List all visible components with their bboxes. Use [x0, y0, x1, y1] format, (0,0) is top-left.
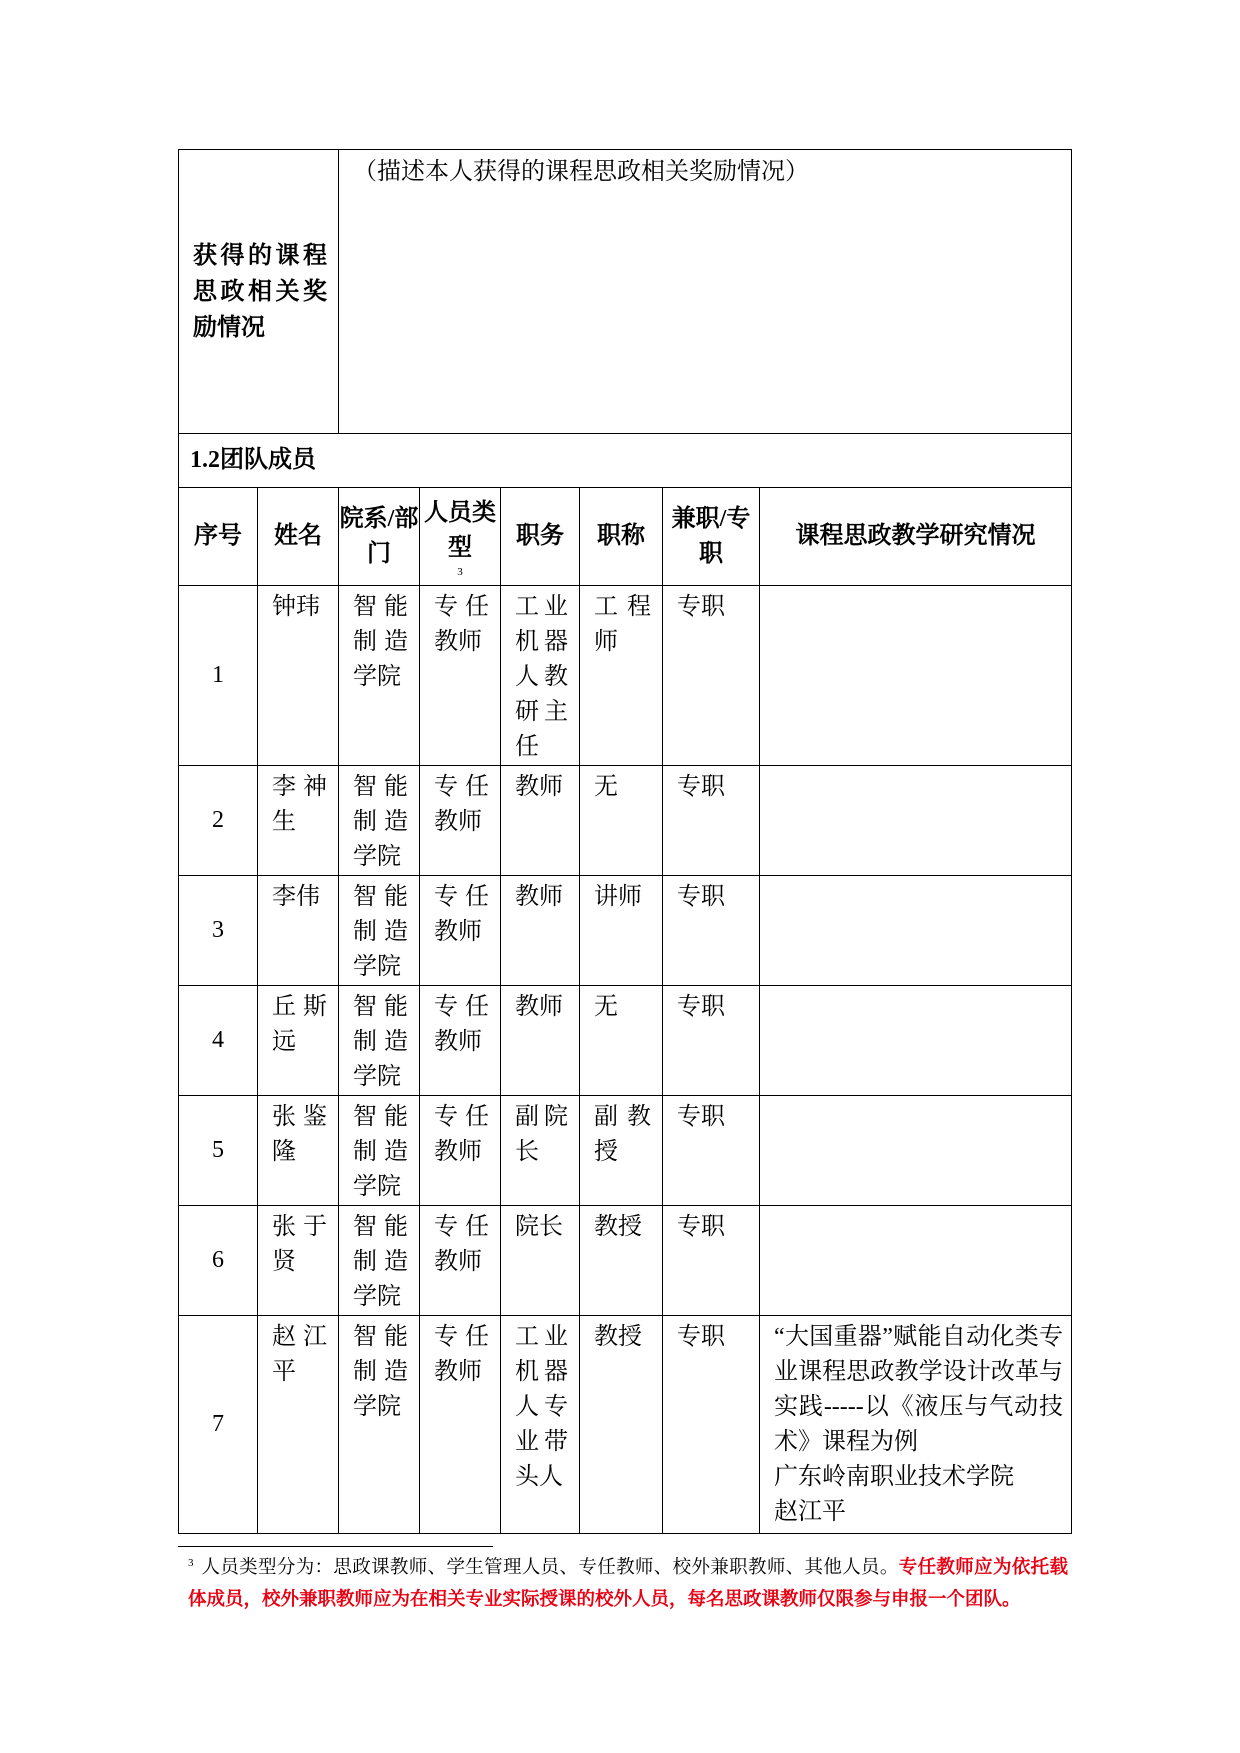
- member-department: 智能制造学院: [339, 766, 420, 876]
- header-department: 院系/部门: [339, 488, 420, 586]
- member-index: 4: [179, 986, 258, 1096]
- member-staff-type: 专任教师: [420, 1316, 501, 1534]
- member-position: 工业机器人专业带头人: [501, 1316, 580, 1534]
- footnote-marker: 3: [188, 1557, 194, 1569]
- member-position: 教师: [501, 986, 580, 1096]
- member-staff-type: 专任教师: [420, 586, 501, 766]
- member-department: 智能制造学院: [339, 586, 420, 766]
- award-row: [179, 150, 1072, 434]
- research-author: 赵江平: [774, 1499, 846, 1525]
- footnote: [188, 1553, 1068, 1616]
- member-index: 5: [179, 1096, 258, 1206]
- member-title: 教授: [580, 1316, 663, 1534]
- member-research: [760, 986, 1072, 1096]
- section-title: 1.2团队成员: [179, 434, 1072, 488]
- member-employment: 专职: [663, 1096, 760, 1206]
- member-title: 教授: [580, 1206, 663, 1316]
- member-index: 7: [179, 1316, 258, 1534]
- table-row: [179, 1316, 1072, 1534]
- member-name: 李神生: [258, 766, 339, 876]
- member-staff-type: 专任教师: [420, 1096, 501, 1206]
- member-title: 无: [580, 766, 663, 876]
- research-institution: 广东岭南职业技术学院: [774, 1464, 1014, 1490]
- footnote-emphasis: 专任教师应为依托载体成员，校外兼职教师应为在相关专业实际授课的校外人员，每名思政课教师仅限参与申报一个团队。: [188, 1558, 1068, 1611]
- member-employment: 专职: [663, 986, 760, 1096]
- member-employment: 专职: [663, 766, 760, 876]
- member-title: 讲师: [580, 876, 663, 986]
- table-row: [179, 1096, 1072, 1206]
- member-name: 李伟: [258, 876, 339, 986]
- member-research: [760, 586, 1072, 766]
- member-position: 教师: [501, 876, 580, 986]
- member-name: 赵江平: [258, 1316, 339, 1534]
- member-department: 智能制造学院: [339, 986, 420, 1096]
- footnote-reference: 3: [457, 565, 463, 578]
- header-staff-type: [420, 488, 501, 586]
- member-department: 智能制造学院: [339, 1096, 420, 1206]
- member-department: 智能制造学院: [339, 1206, 420, 1316]
- header-name: 姓名: [258, 488, 339, 586]
- form-table-body: [179, 150, 1072, 1534]
- member-employment: 专职: [663, 1206, 760, 1316]
- award-description-placeholder: （描述本人获得的课程思政相关奖励情况）: [353, 159, 809, 185]
- header-employment: 兼职/专职: [663, 488, 760, 586]
- member-index: 2: [179, 766, 258, 876]
- member-research: [760, 766, 1072, 876]
- footnote-text: 人员类型分为：思政课教师、学生管理人员、专任教师、校外兼职教师、其他人员。: [201, 1558, 899, 1578]
- member-department: 智能制造学院: [339, 876, 420, 986]
- team-table-header: [179, 488, 1072, 586]
- member-employment: 专职: [663, 1316, 760, 1534]
- member-name: 张于贤: [258, 1206, 339, 1316]
- member-position: 工业机器人教研主任: [501, 586, 580, 766]
- member-name: 钟玮: [258, 586, 339, 766]
- member-staff-type: 专任教师: [420, 986, 501, 1096]
- table-row: [179, 876, 1072, 986]
- award-label: 获得的课程思政相关奖励情况: [179, 150, 339, 434]
- member-title: 无: [580, 986, 663, 1096]
- header-staff-type-label: 人员类型: [424, 499, 496, 561]
- header-title: 职称: [580, 488, 663, 586]
- member-research: [760, 1096, 1072, 1206]
- member-position: 教师: [501, 766, 580, 876]
- table-row: [179, 766, 1072, 876]
- member-research: [760, 1206, 1072, 1316]
- member-position: 院长: [501, 1206, 580, 1316]
- member-title: 副教授: [580, 1096, 663, 1206]
- header-position: 职务: [501, 488, 580, 586]
- member-title: 工程师: [580, 586, 663, 766]
- member-employment: 专职: [663, 586, 760, 766]
- member-staff-type: 专任教师: [420, 876, 501, 986]
- member-name: 张鉴隆: [258, 1096, 339, 1206]
- footnote-separator: [178, 1546, 493, 1547]
- header-index: 序号: [179, 488, 258, 586]
- member-employment: 专职: [663, 876, 760, 986]
- research-paper-title: “大国重器”赋能自动化类专业课程思政教学设计改革与实践-----以《液压与气动技术》课程为例: [774, 1324, 1064, 1455]
- table-row: [179, 986, 1072, 1096]
- member-position: 副院长: [501, 1096, 580, 1206]
- team-section-title-row: [179, 434, 1072, 488]
- header-research: 课程思政教学研究情况: [760, 488, 1072, 586]
- member-name: 丘斯远: [258, 986, 339, 1096]
- member-index: 6: [179, 1206, 258, 1316]
- member-index: 3: [179, 876, 258, 986]
- application-form-table: [178, 149, 1072, 1534]
- table-row: [179, 1206, 1072, 1316]
- member-staff-type: 专任教师: [420, 766, 501, 876]
- member-research: [760, 876, 1072, 986]
- member-department: 智能制造学院: [339, 1316, 420, 1534]
- award-description-field: [339, 150, 1072, 434]
- member-index: 1: [179, 586, 258, 766]
- member-research: [760, 1316, 1072, 1534]
- member-staff-type: 专任教师: [420, 1206, 501, 1316]
- table-row: [179, 586, 1072, 766]
